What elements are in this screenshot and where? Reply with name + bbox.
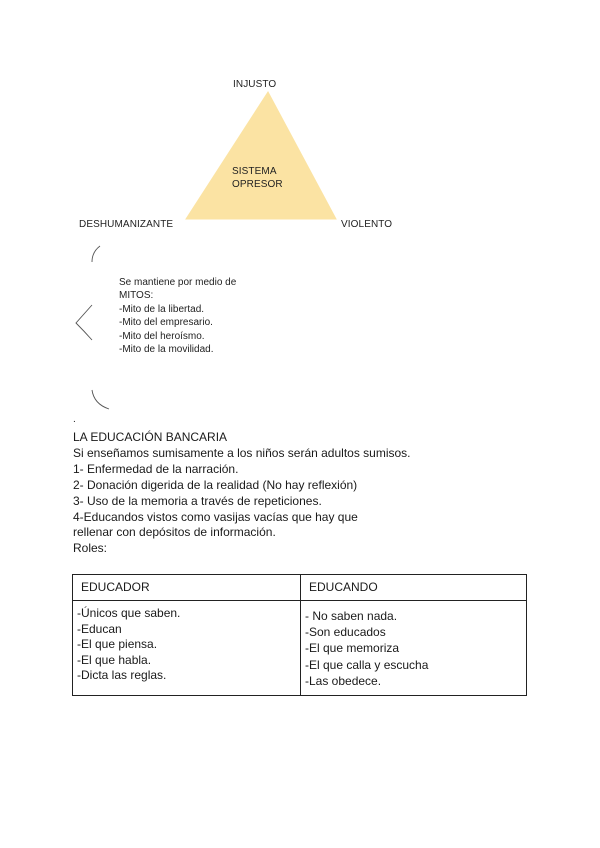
mitos-intro-line2: MITOS: [119,290,154,302]
table-row [73,601,527,696]
label-sistema: SISTEMA [232,166,277,177]
list-item: - No saben nada. [305,609,398,623]
roles-table [72,574,527,696]
educando-header: EDUCANDO [301,575,527,601]
section-line: 2- Donación digerida de la realidad (No hay reflexión) [73,477,358,492]
section-line: Roles: [73,541,108,556]
list-item: -Son educados [305,625,386,640]
list-item: -Dicta las reglas. [77,668,167,683]
list-item: -El que memoriza [305,641,400,656]
section-line: 1- Enfermedad de la narración. [73,461,239,476]
section-line: 3- Uso de la memoria a través de repeticiones. [73,493,322,508]
list-item: -El que piensa. [77,637,158,652]
label-injusto: INJUSTO [233,79,277,90]
mito-item: -Mito de la movilidad. [119,344,214,356]
list-item: -El que calla y escucha [305,657,429,672]
brace-top-arc [92,246,100,262]
educacion-bancaria-section [73,430,411,557]
oppressor-triangle [186,92,336,219]
list-item: -Educan [77,621,122,636]
mito-item: -Mito del heroísmo. [119,330,205,342]
stray-dot: . [73,414,76,425]
brace-bottom-arc [92,390,109,409]
section-line: Si enseñamos sumisamente a los niños serán adultos sumisos. [73,445,411,460]
mito-item: -Mito de la libertad. [119,303,205,315]
section-line: rellenar con depósitos de información. [73,525,276,540]
mitos-intro-line1: Se mantiene por medio de [119,277,237,288]
list-item: -Únicos que saben. [77,606,181,620]
educando-cell [301,601,527,696]
label-deshumanizante: DESHUMANIZANTE [79,219,174,230]
mitos-block [119,276,236,356]
label-opresor: OPRESOR [232,179,283,190]
educador-header: EDUCADOR [73,575,301,601]
list-item: -El que habla. [77,652,152,667]
section-line: 4-Educandos vistos como vasijas vacías que hay que [73,509,358,524]
brace-middle [76,305,92,340]
educador-cell [73,601,301,696]
table-header-row [73,575,527,601]
section-title: LA EDUCACIÓN BANCARIA [73,430,228,444]
label-violento: VIOLENTO [341,219,393,230]
mito-item: -Mito del empresario. [119,317,213,329]
list-item: -Las obedece. [305,673,382,688]
